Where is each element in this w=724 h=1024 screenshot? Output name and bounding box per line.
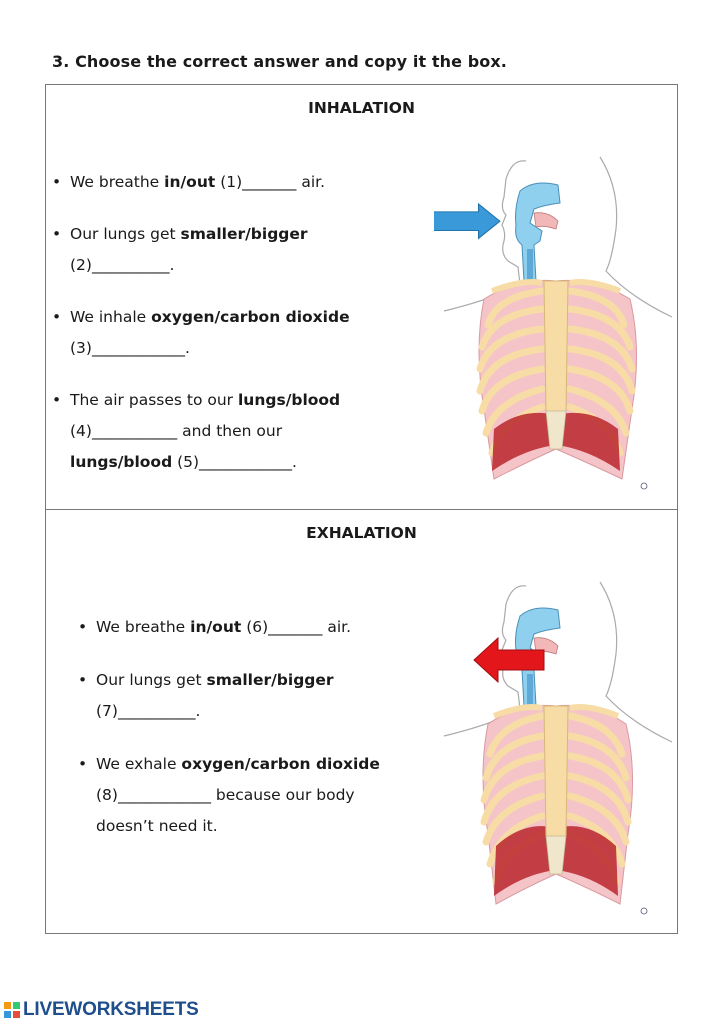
footer-brand xyxy=(4,999,199,1021)
statement-text: (7)__________. xyxy=(96,702,201,720)
question-heading: 3. Choose the correct answer and copy it the box. xyxy=(52,52,507,71)
statement-item xyxy=(52,302,410,364)
rib-cage xyxy=(483,705,633,904)
answer-choice: smaller/bigger xyxy=(180,225,308,243)
statement-item xyxy=(78,665,426,727)
statement-text: The air passes to our xyxy=(70,391,238,409)
bullet-icon: • xyxy=(52,308,62,326)
statement-text: Our lungs get xyxy=(96,671,207,689)
statement-text: We breathe xyxy=(70,173,165,191)
inhalation-title: INHALATION xyxy=(308,99,415,117)
inhalation-respiratory-diagram xyxy=(434,149,674,499)
statement-item xyxy=(52,385,410,478)
exhalation-title: EXHALATION xyxy=(306,524,417,542)
statement-text: We inhale xyxy=(70,308,152,326)
statement-text: (3)____________. xyxy=(70,339,190,357)
answer-choice: in/out xyxy=(190,618,242,636)
bullet-icon: • xyxy=(78,618,88,636)
exhalation-statements xyxy=(78,612,426,864)
answer-choice: oxygen/carbon dioxide xyxy=(151,308,350,326)
statement-item xyxy=(78,749,426,842)
exhalation-respiratory-diagram xyxy=(434,574,674,924)
answer-choice: in/out xyxy=(164,173,216,191)
statement-text: (6)_______ air. xyxy=(241,618,352,636)
statement-text: We exhale xyxy=(96,755,182,773)
inhalation-box xyxy=(45,84,678,510)
statement-item xyxy=(52,167,410,198)
bullet-icon: • xyxy=(52,173,62,191)
answer-choice: smaller/bigger xyxy=(206,671,334,689)
bullet-icon: • xyxy=(52,225,62,243)
statement-item xyxy=(78,612,426,643)
statement-text: doesn’t need it. xyxy=(96,817,218,835)
answer-choice: oxygen/carbon dioxide xyxy=(181,755,380,773)
answer-choice: lungs/blood xyxy=(70,453,173,471)
bullet-icon: • xyxy=(78,755,88,773)
statement-text: (4)___________ and then our xyxy=(70,422,283,440)
exhalation-box xyxy=(45,509,678,934)
bullet-icon: • xyxy=(52,391,62,409)
statement-item xyxy=(52,219,410,281)
answer-choice: lungs/blood xyxy=(237,391,341,409)
rib-cage xyxy=(479,280,637,479)
liveworksheets-logo-icon xyxy=(4,1002,20,1018)
statement-text: We breathe xyxy=(96,618,191,636)
statement-text: Our lungs get xyxy=(70,225,181,243)
statement-text: (5)____________. xyxy=(172,453,297,471)
statement-text: (1)_______ air. xyxy=(215,173,326,191)
statement-text: (2)__________. xyxy=(70,256,175,274)
inhalation-statements xyxy=(52,167,410,499)
statement-text: (8)____________ because our body xyxy=(96,786,355,804)
arrow-right-icon xyxy=(434,204,500,238)
footer-brand-text: LIVEWORKSHEETS xyxy=(23,999,199,1020)
bullet-icon: • xyxy=(78,671,88,689)
